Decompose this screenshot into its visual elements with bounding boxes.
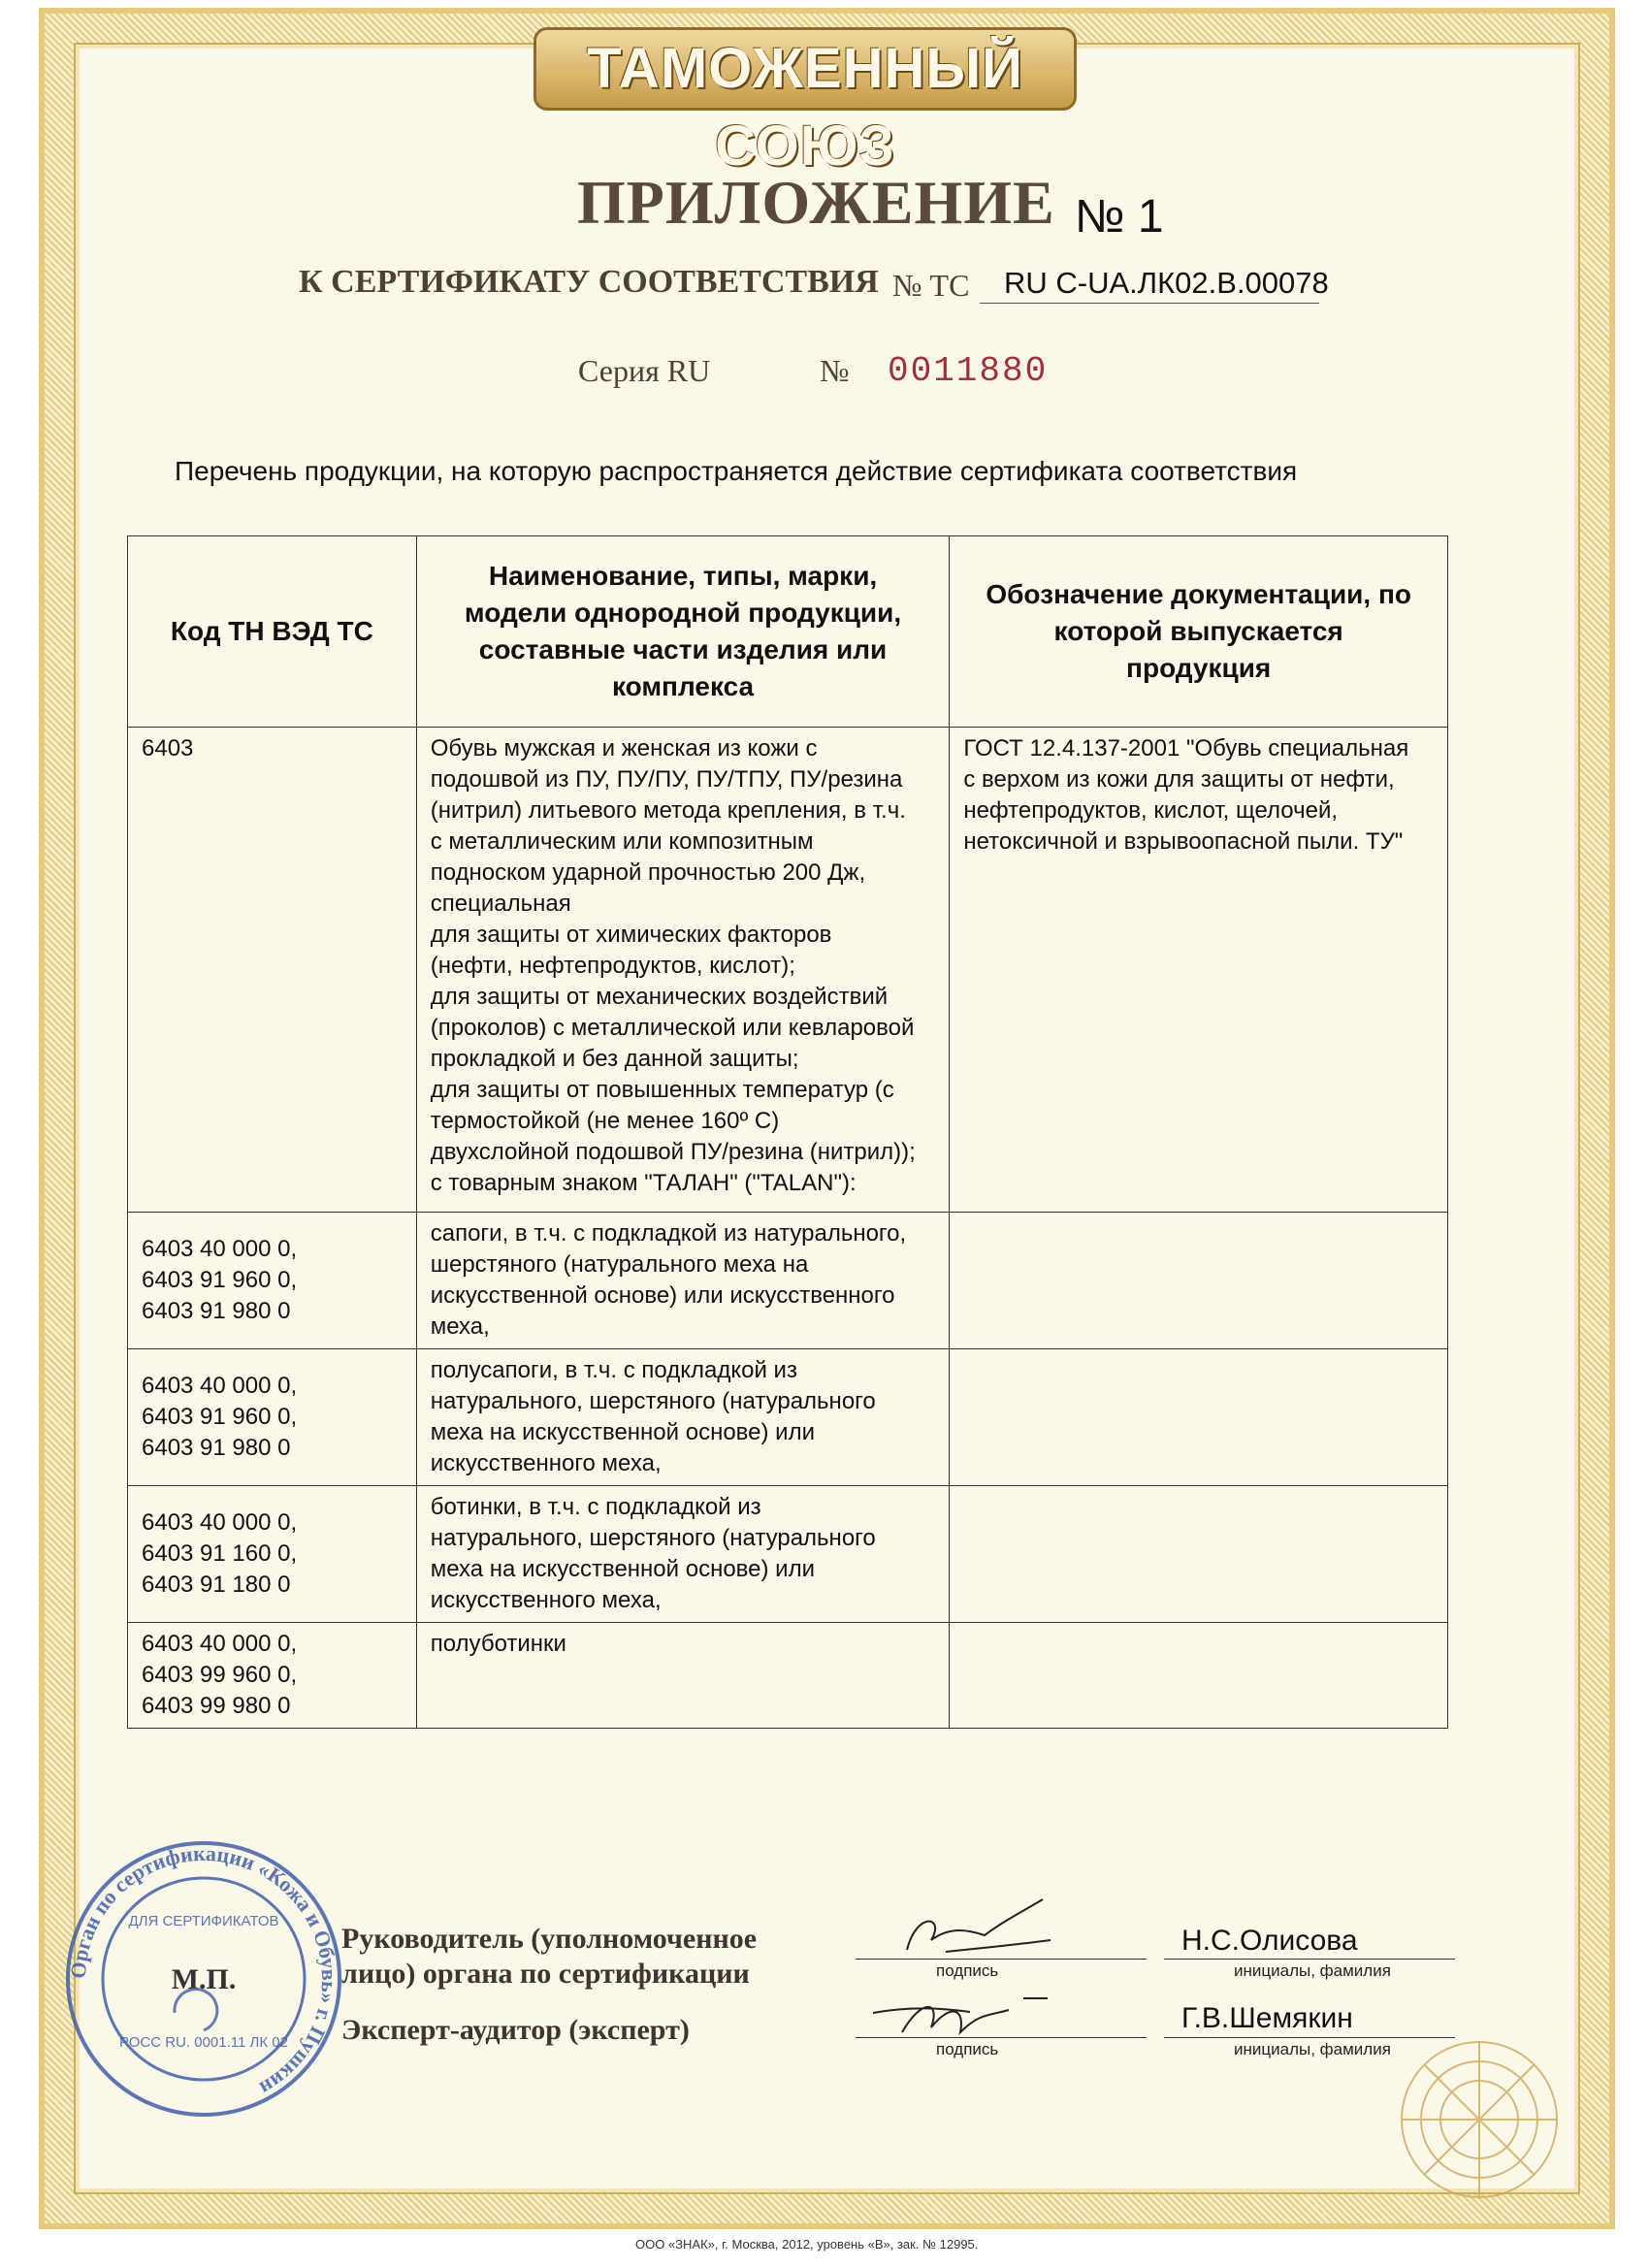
name-line: натурального, шерстяного (натурального (430, 1525, 876, 1551)
name-line: термостойкой (не менее 160º С) (430, 1108, 780, 1134)
code-line: 6403 91 960 0, (142, 1267, 298, 1293)
code-line: 6403 40 000 0, (142, 1631, 298, 1657)
name-line: меха на искусственной основе) или (430, 1419, 815, 1445)
expert-name-caption: инициалы, фамилия (1234, 2040, 1391, 2058)
name-line: полуботинки (430, 1631, 566, 1657)
number-sign: № (820, 353, 850, 388)
table-row (128, 1349, 1448, 1486)
code-cell (128, 728, 417, 1213)
stamp-reg: РОСС RU. 0001.11 ЛК 02 (119, 2034, 288, 2051)
product-name-cell (416, 728, 950, 1213)
customs-union-banner (534, 27, 1077, 178)
head-label-line1: Руководитель (уполномоченное (341, 1923, 758, 1955)
documentation-cell (950, 1486, 1448, 1623)
name-line: с металлическим или композитным (430, 828, 814, 855)
code-line: 6403 91 980 0 (142, 1298, 291, 1324)
head-sign-line (856, 1959, 1147, 1960)
name-line: шерстяного (натурального меха на (430, 1251, 809, 1278)
doc-line: нефтепродуктов, кислот, щелочей, (963, 797, 1339, 824)
appendix-number: № 1 (1075, 191, 1164, 243)
rosette-ornament (1387, 2027, 1571, 2212)
name-line: подошвой из ПУ, ПУ/ПУ, ПУ/ТПУ, ПУ/резина (430, 766, 903, 793)
name-line: для защиты от химических факторов (430, 922, 832, 948)
product-list-intro: Перечень продукции, на которую распространяется действие сертификата соответствия (175, 456, 1298, 486)
documentation-cell (950, 1623, 1448, 1729)
stamp-mp: М.П. (171, 1963, 237, 1995)
banner-text: ТАМОЖЕННЫЙ СОЮЗ (587, 37, 1023, 178)
product-name-cell (416, 1213, 950, 1349)
name-line: для защиты от механических воздействий (430, 984, 889, 1010)
expert-label: Эксперт-аудитор (эксперт) (341, 2014, 690, 2046)
code-cell (128, 1623, 417, 1729)
documentation-cell (950, 1349, 1448, 1486)
name-line: полусапоги, в т.ч. с подкладкой из (430, 1357, 797, 1383)
name-line: двухслойной подошвой ПУ/резина (нитрил)); (430, 1139, 916, 1165)
name-line: с товарным знаком "ТАЛАН" ("TALAN"): (430, 1170, 857, 1196)
expert-sign-caption: подпись (936, 2040, 999, 2058)
certification-stamp (58, 1833, 349, 2124)
serial-number: 0011880 (888, 351, 1049, 391)
table-row (128, 728, 1448, 1213)
expert-sign-line (856, 2037, 1147, 2038)
name-line: меха, (430, 1313, 490, 1340)
header-code: Код ТН ВЭД ТС (128, 536, 417, 728)
code-cell (128, 1213, 417, 1349)
name-line: искусственной основе) или искусственного (430, 1282, 895, 1309)
doc-line: с верхом из кожи для защиты от нефти, (963, 766, 1395, 793)
name-line: подноском ударной прочностью 200 Дж, (430, 859, 866, 886)
table-row (128, 1486, 1448, 1623)
document-subtitle: К СЕРТИФИКАТУ СООТВЕТСТВИЯ (299, 264, 879, 300)
name-line: искусственного меха, (430, 1450, 662, 1476)
code-line: 6403 (142, 735, 194, 761)
code-line: 6403 40 000 0, (142, 1236, 298, 1262)
printer-footer: ООО «ЗНАК», г. Москва, 2012, уровень «В», зак. № 12995. (635, 2237, 979, 2252)
head-signature (878, 1892, 1062, 1969)
doc-line: ГОСТ 12.4.137-2001 "Обувь специальная (963, 735, 1409, 761)
product-table (127, 535, 1448, 1729)
name-line: для защиты от повышенных температур (с (430, 1077, 894, 1103)
head-name-line (1164, 1959, 1455, 1960)
code-line: 6403 40 000 0, (142, 1373, 298, 1399)
name-line: Обувь мужская и женская из кожи с (430, 735, 818, 761)
code-line: 6403 91 160 0, (142, 1540, 298, 1567)
header-name: Наименование, типы, марки, модели однородной продукции, составные части изделия или комплекса (416, 536, 950, 728)
name-line: (нитрил) литьевого метода крепления, в т.ч. (430, 797, 906, 824)
stamp-outer-path: Орган по сертификации «Кожа и Обувь» г. Пушкин (65, 1840, 342, 2101)
code-line: 6403 91 980 0 (142, 1435, 291, 1461)
product-name-cell (416, 1486, 950, 1623)
code-line: 6403 99 980 0 (142, 1693, 291, 1719)
name-line: специальная (430, 891, 571, 917)
head-name-caption: инициалы, фамилия (1234, 1961, 1391, 1980)
name-line: натурального, шерстяного (натурального (430, 1388, 876, 1414)
table-row (128, 1213, 1448, 1349)
name-line: сапоги, в т.ч. с подкладкой из натурального, (430, 1220, 907, 1247)
table-row (128, 1623, 1448, 1729)
code-line: 6403 99 960 0, (142, 1662, 298, 1688)
expert-name: Г.В.Шемякин (1181, 2002, 1353, 2034)
code-line: 6403 91 960 0, (142, 1404, 298, 1430)
product-name-cell (416, 1623, 950, 1729)
certificate-number: RU C-UA.ЛК02.В.00078 (1004, 266, 1329, 300)
head-name: Н.С.Олисова (1181, 1925, 1358, 1957)
header-documentation: Обозначение документации, по которой выпускается продукция (950, 536, 1448, 728)
code-cell (128, 1349, 417, 1486)
documentation-cell (950, 728, 1448, 1213)
name-line: (нефти, нефтепродуктов, кислот); (430, 953, 795, 979)
doc-line: нетоксичной и взрывоопасной пыли. ТУ" (963, 828, 1404, 855)
code-line: 6403 40 000 0, (142, 1509, 298, 1536)
code-line: 6403 91 180 0 (142, 1571, 291, 1598)
name-line: (проколов) с металлической или кевларовой (430, 1015, 915, 1041)
name-line: ботинки, в т.ч. с подкладкой из (430, 1494, 761, 1520)
name-line: искусственного меха, (430, 1587, 662, 1613)
head-label-line2: лицо) органа по сертификации (341, 1958, 750, 1990)
documentation-cell (950, 1213, 1448, 1349)
product-name-cell (416, 1349, 950, 1486)
series-label: Серия RU (578, 353, 711, 388)
name-line: меха на искусственной основе) или (430, 1556, 815, 1582)
head-sign-caption: подпись (936, 1961, 999, 1980)
name-line: прокладкой и без данной защиты; (430, 1046, 799, 1072)
code-cell (128, 1486, 417, 1623)
table-header-row (128, 536, 1448, 728)
certificate-number-underline (980, 303, 1319, 304)
document-title: ПРИЛОЖЕНИЕ (577, 168, 1055, 237)
cert-prefix: № ТС (892, 268, 970, 303)
stamp-inner-top: ДЛЯ СЕРТИФИКАТОВ (128, 1913, 279, 1929)
